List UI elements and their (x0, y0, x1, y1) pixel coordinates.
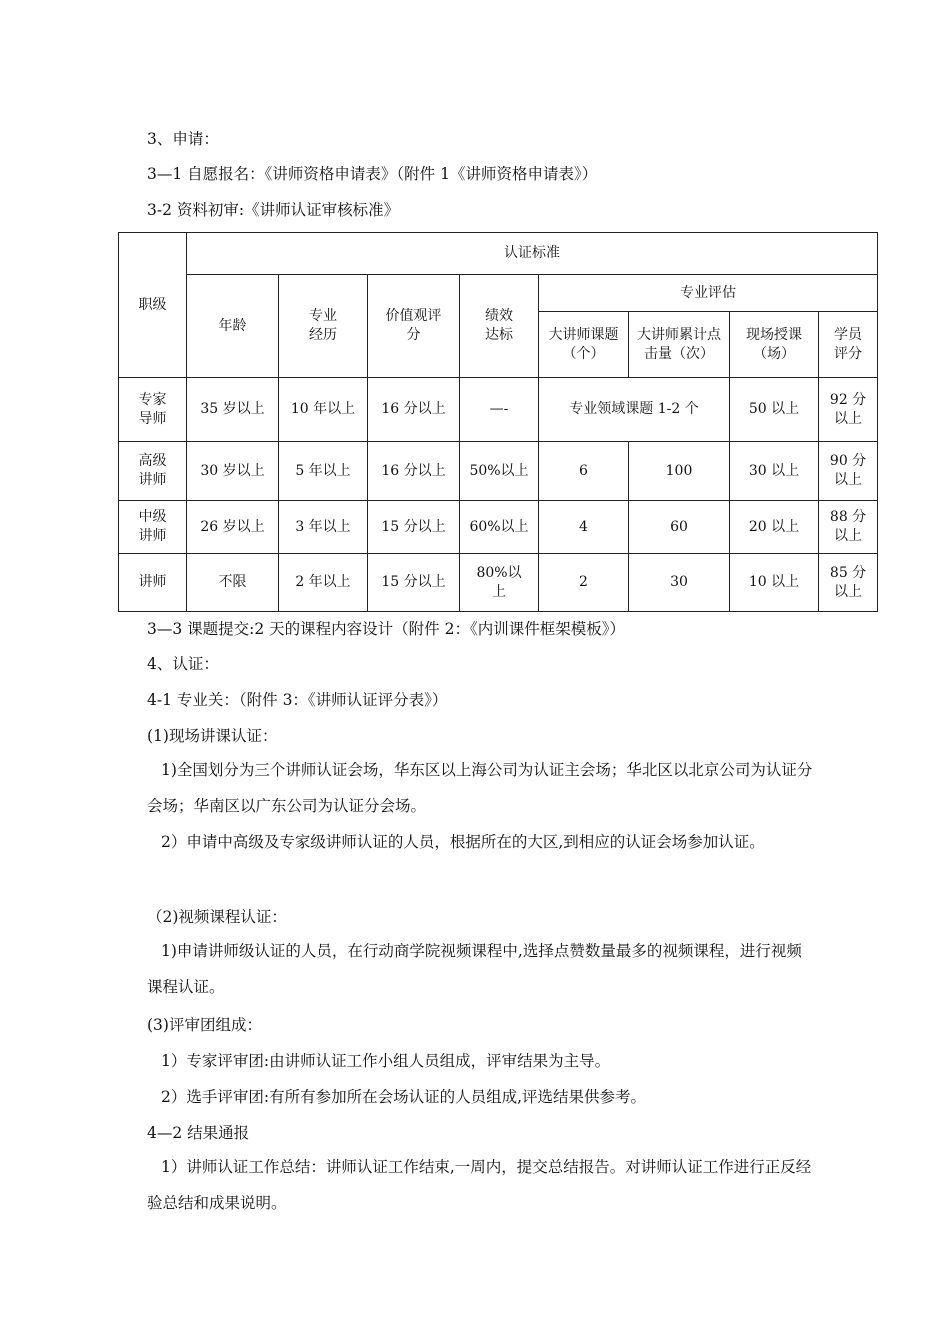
cell-level: 讲师 (119, 554, 187, 612)
cell-level: 专家导师 (119, 378, 187, 442)
cell-topics: 6 (539, 442, 629, 501)
table-header-row (119, 233, 878, 275)
cell-onsite: 10 以上 (730, 554, 819, 612)
header-onsite: 现场授课（场） (730, 312, 819, 378)
header-value-score: 价值观评分 (368, 275, 460, 378)
paragraph-result-1: 1）讲师认证工作总结：讲师认证工作结束,一周内，提交总结报告。对讲师认证工作进行正反经验总结和成果说明。 (147, 1158, 812, 1212)
cell-value-score: 15 分以上 (368, 554, 460, 612)
paragraph-video-1: 1)申请讲师级认证的人员，在行动商学院视频课程中,选择点赞数量最多的视频课程，进行视频课程认证。 (147, 942, 802, 996)
paragraph-panel-2: 2）选手评审团:有所有参加所在会场认证的人员组成,评选结果供参考。 (161, 1088, 647, 1106)
cell-level: 高级讲师 (119, 442, 187, 501)
header-standard: 认证标准 (187, 233, 878, 275)
cell-level: 中级讲师 (119, 501, 187, 554)
table-row (119, 554, 878, 612)
cell-onsite: 20 以上 (730, 501, 819, 554)
cell-performance: 80%以上 (460, 554, 539, 612)
cell-experience: 3 年以上 (279, 501, 368, 554)
table-row (119, 501, 878, 554)
subsection-onsite-heading: (1)现场讲课认证： (147, 727, 278, 745)
cell-student-score: 92 分以上 (819, 378, 878, 442)
table-row (119, 378, 878, 442)
cell-onsite: 50 以上 (730, 378, 819, 442)
cell-student-score: 88 分以上 (819, 501, 878, 554)
section-3-2: 3-2 资料初审:《讲师认证审核标准》 (147, 201, 400, 219)
paragraph-panel-1: 1）专家评审团:由讲师认证工作小组人员组成，评审结果为主导。 (161, 1052, 611, 1070)
cell-student-score: 85 分以上 (819, 554, 878, 612)
cell-age: 35 岁以上 (187, 378, 279, 442)
cell-age: 26 岁以上 (187, 501, 279, 554)
cell-value-score: 16 分以上 (368, 442, 460, 501)
cell-experience: 5 年以上 (279, 442, 368, 501)
paragraph-onsite-2: 2）申请中高级及专家级讲师认证的人员，根据所在的大区,到相应的认证会场参加认证。 (161, 833, 765, 851)
table-row (119, 442, 878, 501)
subsection-panel-heading: (3)评审团组成： (147, 1016, 262, 1034)
cell-value-score: 15 分以上 (368, 501, 460, 554)
paragraph-onsite-1: 1)全国划分为三个讲师认证会场，华东区以上海公司为认证主会场；华北区以北京公司为认证分会场；华南区以广东公司为认证分会场。 (147, 761, 813, 815)
header-topics: 大讲师课题（个） (539, 312, 629, 378)
cell-age: 不限 (187, 554, 279, 612)
cell-value-score: 16 分以上 (368, 378, 460, 442)
cell-performance: 60%以上 (460, 501, 539, 554)
section-3-3: 3—3 课题提交:2 天的课程内容设计（附件 2：《内训课件框架模板》） (147, 620, 625, 638)
cell-age: 30 岁以上 (187, 442, 279, 501)
header-experience: 专业经历 (279, 275, 368, 378)
section-4-heading: 4、认证： (147, 655, 219, 673)
cell-clicks: 60 (629, 501, 730, 554)
header-level: 职级 (119, 233, 187, 378)
certification-standards-table (118, 232, 878, 612)
header-student-score: 学员评分 (819, 312, 878, 378)
cell-experience: 2 年以上 (279, 554, 368, 612)
section-4-1: 4-1 专业关：（附件 3：《讲师认证评分表》） (147, 691, 448, 709)
cell-topics-merged: 专业领域课题 1-2 个 (539, 378, 730, 442)
section-3-1: 3—1 自愿报名：《讲师资格申请表》（附件 1《讲师资格申请表》） (147, 165, 598, 183)
cell-experience: 10 年以上 (279, 378, 368, 442)
section-4-2: 4—2 结果通报 (147, 1124, 250, 1142)
header-professional-eval: 专业评估 (539, 275, 878, 312)
cell-clicks: 30 (629, 554, 730, 612)
header-clicks: 大讲师累计点击量（次） (629, 312, 730, 378)
cell-clicks: 100 (629, 442, 730, 501)
cell-student-score: 90 分以上 (819, 442, 878, 501)
table-header-row (119, 275, 878, 312)
subsection-video-heading: （2)视频课程认证： (147, 908, 287, 926)
cell-performance: —- (460, 378, 539, 442)
cell-topics: 4 (539, 501, 629, 554)
header-age: 年龄 (187, 275, 279, 378)
section-3-heading: 3、申请： (147, 130, 219, 148)
cell-topics: 2 (539, 554, 629, 612)
cell-onsite: 30 以上 (730, 442, 819, 501)
cell-performance: 50%以上 (460, 442, 539, 501)
header-performance: 绩效达标 (460, 275, 539, 378)
